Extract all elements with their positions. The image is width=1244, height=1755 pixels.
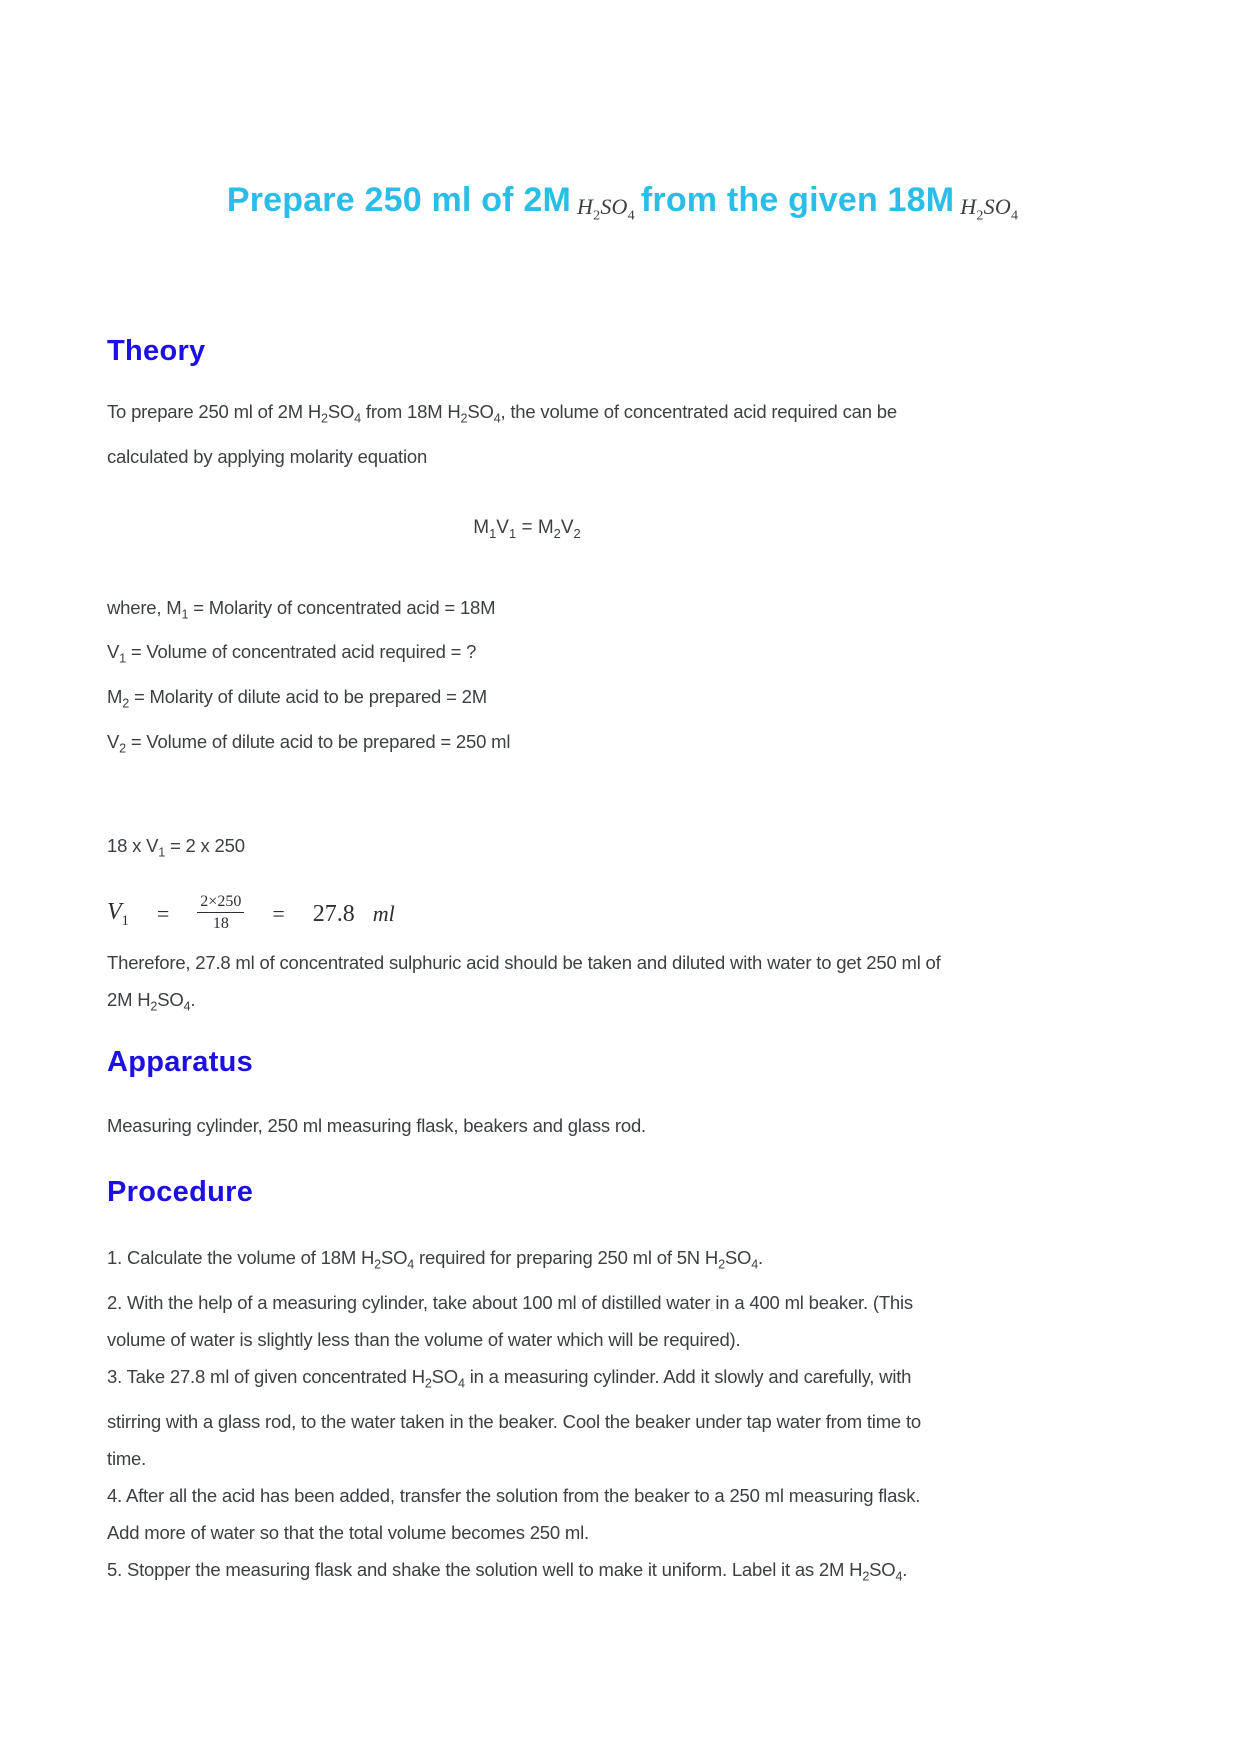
procedure-steps (107, 1239, 952, 1595)
definition-line: $V_2$ = Volume of dilute acid to be prepared = 250 ml (107, 730, 511, 756)
procedure-step: 5. Stopper the measuring flask and shake the solution well to make it uniform. Label it as 2M $H_2SO_4$. (107, 1558, 908, 1584)
page-title (107, 178, 1144, 234)
apparatus-text: Measuring cylinder, 250 ml measuring flask, beakers and glass rod. (107, 1115, 646, 1137)
procedure-step: 1. Calculate the volume of 18M $H_2SO_4$ required for preparing 250 ml of 5N $H_2SO_4$. (107, 1247, 763, 1273)
procedure-step: 2. With the help of a measuring cylinder, take about 100 ml of distilled water in a 400 ml beaker. (This volume of water is slightly less than the volume of water which will be required). (107, 1292, 913, 1351)
fraction-denominator: 18 (212, 914, 229, 932)
fraction-numerator: 2×250 (197, 892, 244, 913)
definition-line: where, $M_1$ = Molarity of concentrated acid = 18M (107, 596, 496, 622)
substitution-line: 18 x $V_1 = 2$ x 250 (107, 835, 245, 861)
definition-line: $V_1$ = Volume of concentrated acid required = ? (107, 641, 477, 667)
procedure-heading: Procedure (107, 1176, 254, 1209)
definition-line: $M_2$ = Molarity of dilute acid to be prepared = 2M (107, 686, 487, 711)
apparatus-heading: Apparatus (107, 1046, 254, 1079)
result-lhs: $V_1$ (107, 898, 129, 929)
result-value: 27.8 (312, 900, 355, 927)
result-unit: ml (372, 901, 395, 927)
result-equation (107, 888, 1144, 940)
procedure-step: 3. Take 27.8 ml of given concentrated $H_2SO_4$ in a measuring cylinder. Add it slowly and carefully, with stirring with a glass rod, to the water taken in the beaker. Cool the beaker under tap water from time to time. (107, 1366, 921, 1469)
page-title-text: from the given 18M (640, 180, 955, 219)
theory-heading: Theory (107, 335, 206, 368)
molarity-equation: $M_1V_1 = M_2V_2$ (473, 516, 581, 541)
chem-formula-h2so4: $H_2SO_4$ (576, 193, 635, 224)
theory-intro-paragraph: To prepare 250 ml of 2M $H_2SO_4$ from 18M $H_2SO_4$, the volume of concentrated acid required can be calculated by applying molarity equation (107, 401, 897, 467)
equals-sign: = (156, 901, 170, 927)
page-title-text: Prepare 250 ml of 2M (226, 180, 571, 219)
theory-conclusion: Therefore, 27.8 ml of concentrated sulphuric acid should be taken and diluted with water to get 250 ml of 2M $H_2SO_4$. (107, 952, 941, 1014)
section-theory (107, 333, 1144, 1026)
section-procedure (107, 1174, 1144, 1595)
variable-definitions (107, 589, 947, 768)
equals-sign: = (272, 901, 285, 927)
chem-formula-h2so4: $H_2SO_4$ (960, 193, 1019, 224)
result-fraction (197, 892, 244, 933)
procedure-step: 4. After all the acid has been added, transfer the solution from the beaker to a 250 ml measuring flask. Add more of water so that the total volume becomes 250 ml. (107, 1484, 921, 1543)
section-apparatus (107, 1044, 1144, 1144)
